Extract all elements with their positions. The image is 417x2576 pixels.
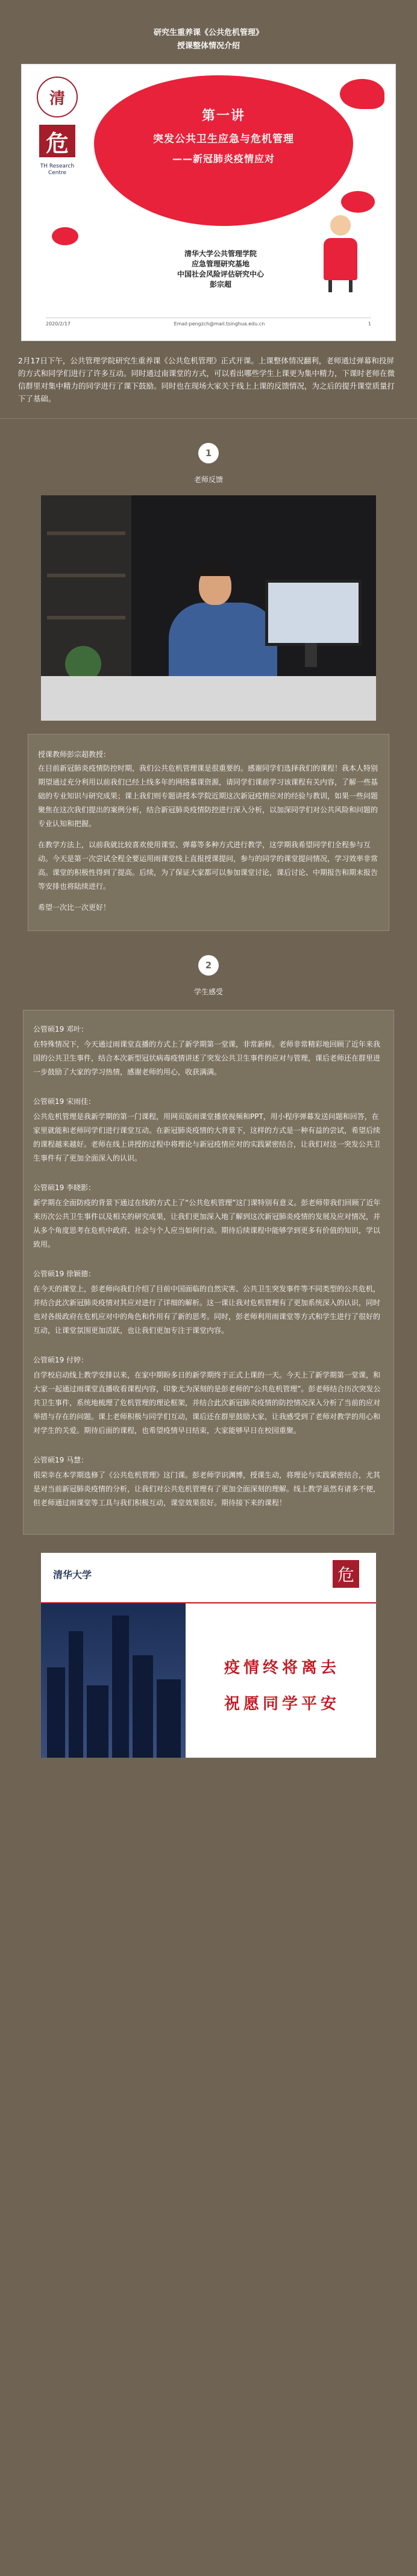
city-skyline-image [41, 1603, 186, 1758]
student-text: 新学期在全面防疫的背景下通过在线的方式上了“公共危机管理”这门课特别有意义。彭老师带我们回顾了近年来历次公共卫生事件以及相关的研究成果，让我们更加深入地了解到这次新冠肺炎疫情的发展及应对情况，并从多个角度思考在危机中政府、社会与个人应当如何行动。期待后续课程中能够学到更多有价值的知识，学以致用。 [33, 1199, 381, 1249]
student-entry [33, 1353, 384, 1438]
student-entry [33, 1181, 384, 1252]
slide-email: Email:pengzch@mail.tsinghua.edu.cn [174, 321, 265, 327]
slide-title [106, 105, 341, 165]
student-text: 在特殊情况下，今天通过雨课堂直播的方式上了新学期第一堂课，非常新鲜。老师非常精彩地回顾了近年来我国的公共卫生事件，结合本次新型冠状病毒疫情讲述了突发公共卫生事件的应对与管理，课后老师还在群里进一步鼓励了大家的学习热情，感谢老师的用心，收获满满。 [33, 1040, 381, 1076]
student-text: 很荣幸在本学期选修了《公共危机管理》这门课。彭老师学识渊博，授课生动，将理论与实践紧密结合，尤其是对当前新冠肺炎疫情的分析，让我们对公共危机管理有了更加全面深刻的理解。线上教学虽然有诸多不便，但老师通过雨课堂等工具与我们积极互动，课堂效果很好。期待接下来的课程！ [33, 1471, 381, 1507]
slide-title-topic: 突发公共卫生应急与危机管理 [153, 133, 294, 145]
student-entry [33, 1023, 384, 1079]
org-line: 应急管理研究基地 [191, 260, 249, 268]
student-entry [33, 1453, 384, 1510]
teacher-paragraph: 在目前新冠肺炎疫情防控时期，我们公共危机管理课是很重要的。感谢同学们选择我们的课程！我本人特别期望通过充分利用以前我们已经上线多年的网络慕课资源，请同学们课前学习该课程有关内容，了解一些基础的专业知识与研究成果；课上我们则专题讲授本学院近期这次新冠疫情应对的经验与教训，如果一些问题聚焦在这次我们提出的案例分析，结合新冠肺炎疫情防控进行深入分析，以加深同学们对公共风险和问题的专业认知和把握。 [38, 764, 378, 828]
research-centre-name: TH Research Centre [40, 163, 75, 176]
article-header [0, 0, 417, 58]
student-name: 公管硕19 徐颖德： [33, 1270, 96, 1278]
section-title: 老师反馈 [193, 475, 223, 484]
closing-message: 疫情终将离去 [224, 1659, 340, 1677]
closing-banner [41, 1553, 376, 1758]
slide-date: 2020/2/17 [46, 321, 71, 327]
section-heading-students [0, 931, 417, 997]
section-number-badge: 1 [198, 443, 219, 463]
research-centre-logo: 危 [333, 1560, 359, 1588]
research-centre-logo: 危 [39, 125, 75, 157]
student-name: 公管硕19 邓叶： [33, 1025, 89, 1033]
student-text: 自学校启动线上教学安排以来，在家中期盼多日的新学期终于正式上课的一天。今天上了新学期第一堂课，和大家一起通过雨课堂直播收看课程内容，印象尤为深刻的是彭老师的“公共危机管理”。彭老师结合历次突发公共卫生事件，系统地梳理了危机管理的理论框架，并结合此次新冠肺炎疫情的防控情况深入分析了当前的应对举措与存在的问题。课上老师积极与同学们互动，课后还在群里鼓励大家，让我感受到了老师对教学的用心和对学生的关爱。期待后面的课程，也希望疫情早日结束，大家能够早日在校园重聚。 [33, 1371, 381, 1435]
student-entry [33, 1095, 384, 1165]
tsinghua-logo: 清 [37, 77, 78, 118]
teacher-photo [41, 495, 376, 721]
teacher-feedback-block [28, 734, 389, 931]
student-name: 公管硕19 李晓影： [33, 1183, 96, 1192]
org-line: 中国社会风险评估研究中心 [177, 270, 264, 278]
student-name: 公管硕19 付婷： [33, 1356, 89, 1364]
decor-bubble [52, 227, 78, 245]
lecturer-name: 彭宗超 [209, 280, 231, 289]
lecture-title-slide [21, 64, 396, 341]
teacher-name: 授课教师彭宗超教授： [38, 750, 111, 759]
decor-bubble [340, 79, 384, 109]
student-name: 公管硕19 宋雨佳： [33, 1097, 96, 1106]
slide-title-subtopic: ——新冠肺炎疫情应对 [172, 153, 275, 165]
org-line: 清华大学公共管理学院 [184, 249, 257, 258]
section-number-badge: 2 [198, 955, 219, 976]
teacher-paragraph: 在教学方法上，以前我就比较喜欢使用课堂、弹幕等多种方式进行教学，这学期我希望同学们全程参与互动。今天是第一次尝试全程全要运用雨课堂线上直报授课提问，参与的同学的课堂提问情况，学习效率非常高。课堂的积极性得到了提高。后续，为了保证大家都可以参加课堂讨论，课后讨论、中期报告和期末报告等安排也将陆续进行。 [38, 841, 378, 891]
section-heading-teacher [0, 419, 417, 484]
closing-message: 祝愿同学平安 [224, 1695, 340, 1713]
student-feedback-block [23, 1010, 394, 1535]
cartoon-figure [313, 215, 368, 293]
slide-title-lecture: 第一讲 [201, 108, 245, 124]
slide-organization [136, 249, 305, 290]
student-entry [33, 1267, 384, 1338]
student-text: 公共危机管理是我新学期的第一门课程，用网页版雨课堂播放视频和PPT，用小程序弹幕发送问题和回答，在家里就能和老师同学们进行课堂互动。在新冠肺炎疫情的大背景下，这样的方式是一种有益的尝试，希望后续的课程越来越好。老师在线上讲授的过程中将理论与新冠疫情应对的实践紧密结合，让我们对这一突发公共卫生事件有了更加全面深入的认识。 [33, 1112, 381, 1162]
tsinghua-logo: 清华大学 [53, 1569, 92, 1581]
decor-bubble [341, 191, 375, 213]
teacher-paragraph: 希望一次比一次更好！ [38, 903, 111, 912]
section-title: 学生感受 [193, 988, 223, 996]
slide-logos [33, 77, 82, 177]
header-line-1: 研究生重养课《公共危机管理》 [153, 28, 263, 37]
student-text: 在今天的课堂上，彭老师向我们介绍了目前中国面临的自然灾害、公共卫生突发事件等不同类型的公共危机，并结合此次新冠肺炎疫情对其应对进行了详细的解析。这一课让我对危机管理有了更加系统深入的认识，同时也对各级政府在危机应对中的角色和作用有了新的思考。同时，彭老师利用雨课堂等方式和学生进行了很好的互动，让课堂氛围更加活跃，也让我们更加专注于课堂内容。 [33, 1285, 381, 1335]
intro-paragraph: 2月17日下午，公共管理学院研究生重养课《公共危机管理》正式开课。上课整体情况翻利，老师通过弹幕和投屏的方式和同学们进行了许多互动。同时通过南课堂的方式，可以看出哪些学生上课更为集中精力，下课时老师在微信群里对集中精力的同学进行了课下鼓励。同时也在现场大家关于线上上课的反馈情况，为之后的提升课堂质量打下了基础。 [18, 356, 395, 403]
header-line-2: 授课整体情况介绍 [177, 42, 240, 51]
slide-footer [46, 321, 371, 327]
slide-page-number: 1 [368, 321, 371, 327]
student-name: 公管硕19 马慧： [33, 1456, 89, 1464]
